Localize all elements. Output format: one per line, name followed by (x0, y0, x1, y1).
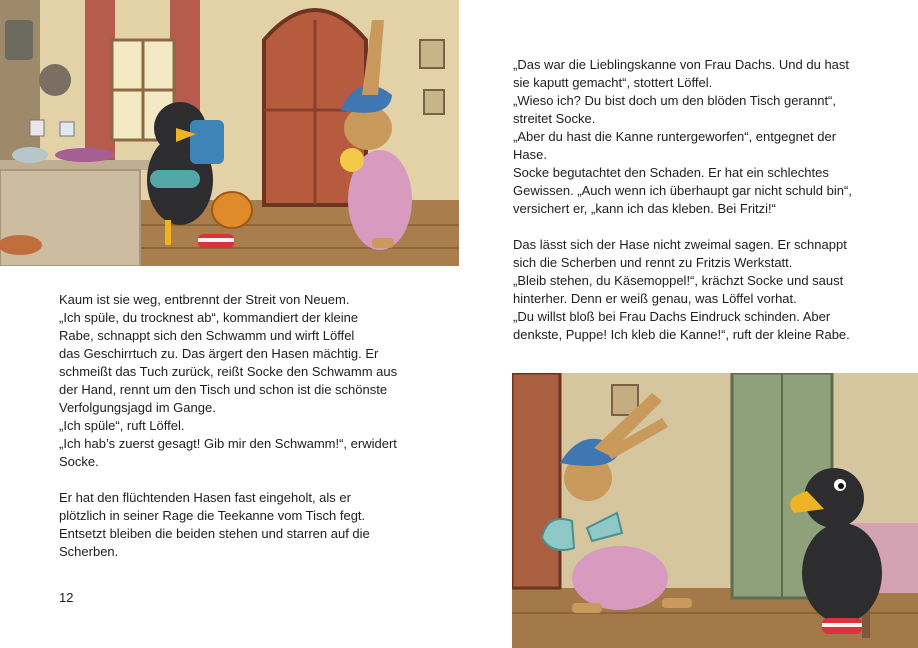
text-line: sich die Scherben und rennt zu Fritzis Werkstatt. (513, 255, 793, 270)
text-line: das Geschirrtuch zu. Das ärgert den Hasen mächtig. Er (59, 346, 379, 361)
text-line: Hase. (513, 147, 547, 162)
text-line: „Du willst bloß bei Frau Dachs Eindruck schinden. Aber (513, 309, 831, 324)
text-line: Rabe, schnappt sich den Schwamm und wirft Löffel (59, 328, 355, 343)
illustration-hare-with-teapot (512, 373, 918, 648)
text-line: denkste, Puppe! Ich kleb die Kanne!“, ruft der kleine Rabe. (513, 327, 850, 342)
text-line: Verfolgungsjagd im Gange. (59, 400, 216, 415)
right-page (459, 0, 918, 648)
text-line: Socke. (59, 454, 99, 469)
text-line: Er hat den flüchtenden Hasen fast eingeholt, als er (59, 490, 351, 505)
text-line: Entsetzt bleiben die beiden stehen und starren auf die (59, 526, 370, 541)
text-line: schmeißt das Tuch zurück, reißt Socke den Schwamm aus (59, 364, 398, 379)
text-line: plötzlich in seiner Rage die Teekanne vom Tisch fegt. (59, 508, 366, 523)
paragraph-gap (513, 218, 865, 236)
text-line: Kaum ist sie weg, entbrennt der Streit von Neuem. (59, 292, 350, 307)
text-line: Gewissen. „Auch wenn ich überhaupt gar nicht schuld bin“, (513, 183, 852, 198)
text-line: „Das war die Lieblingskanne von Frau Dachs. Und du hast (513, 57, 850, 72)
hare-with-teapot-image (512, 373, 918, 648)
text-line: streitet Socke. (513, 111, 596, 126)
text-line: der Hand, rennt um den Tisch und schon ist die schönste (59, 382, 388, 397)
text-line: Socke begutachtet den Schaden. Er hat ein schlechtes (513, 165, 829, 180)
text-line: Scherben. (59, 544, 119, 559)
text-line: versichert er, „kann ich das kleben. Bei Fritzi!“ (513, 201, 776, 216)
left-page-text (59, 291, 411, 561)
text-line: „Bleib stehen, du Käsemoppel!“, krächzt Socke und saust (513, 273, 844, 288)
illustration-kitchen-scene (0, 0, 459, 266)
kitchen-scene-image (0, 0, 459, 266)
text-line: „Ich spüle, du trocknest ab“, kommandiert der kleine (59, 310, 359, 325)
text-line: „Ich spüle“, ruft Löffel. (59, 418, 185, 433)
text-line: „Wieso ich? Du bist doch um den blöden Tisch gerannt“, (513, 93, 837, 108)
text-line: „Aber du hast die Kanne runtergeworfen“, entgegnet der (513, 129, 837, 144)
right-page-text (513, 56, 865, 344)
text-line: sie kaputt gemacht“, stottert Löffel. (513, 75, 713, 90)
text-line: „Ich hab’s zuerst gesagt! Gib mir den Schwamm!“, erwidert (59, 436, 397, 451)
text-line: Das lässt sich der Hase nicht zweimal sagen. Er schnappt (513, 237, 847, 252)
page-number: 12 (59, 590, 74, 605)
paragraph-gap (59, 471, 411, 489)
text-line: hinterher. Denn er weiß genau, was Löffel vorhat. (513, 291, 797, 306)
